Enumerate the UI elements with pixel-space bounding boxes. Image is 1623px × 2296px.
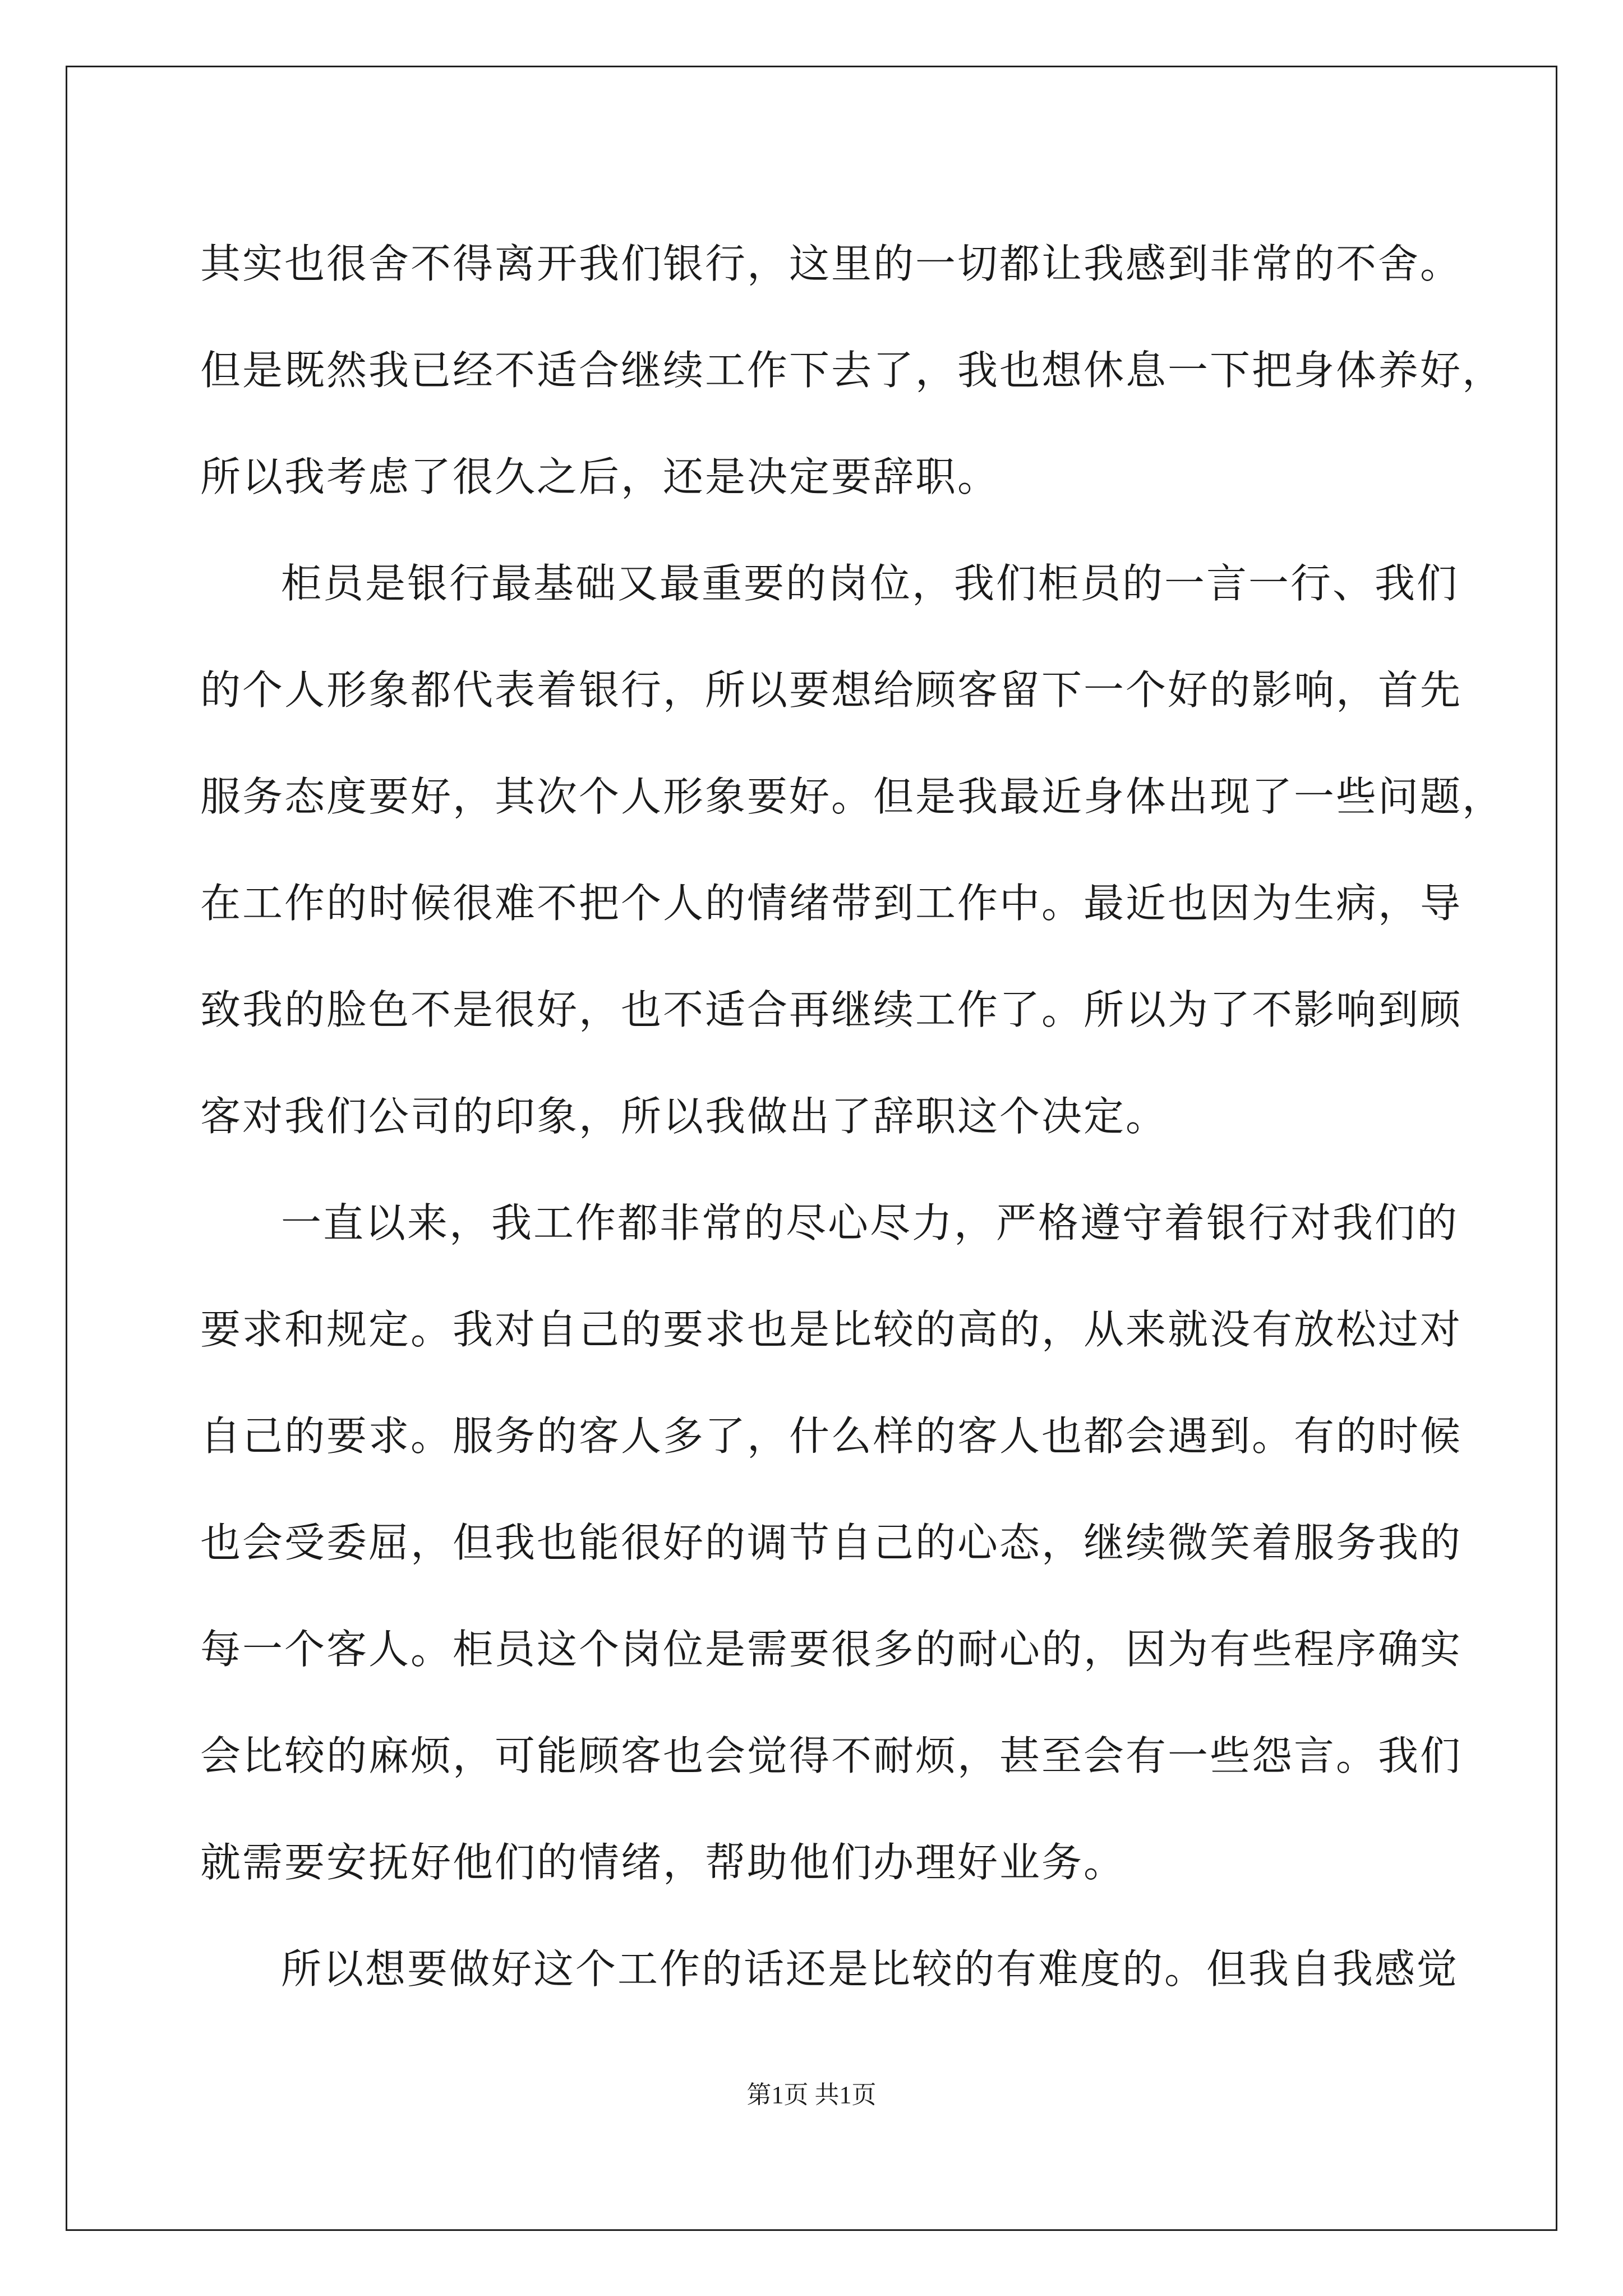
text-line: 的个人形象都代表着银行，所以要想给顾客留下一个好的影响，首先: [200, 666, 1463, 714]
text-line: 也会受委屈，但我也能很好的调节自己的心态，继续微笑着服务我的: [200, 1519, 1463, 1566]
text-line: 自己的要求。服务的客人多了，什么样的客人也都会遇到。有的时候: [200, 1412, 1463, 1460]
text-line: 致我的脸色不是很好，也不适合再继续工作了。所以为了不影响到顾: [200, 986, 1463, 1033]
text-line: 每一个客人。柜员这个岗位是需要很多的耐心的，因为有些程序确实: [200, 1626, 1463, 1673]
text-line: 但是既然我已经不适合继续工作下去了，我也想休息一下把身体养好，: [200, 347, 1505, 394]
text-line: 其实也很舍不得离开我们银行，这里的一切都让我感到非常的不舍。: [200, 240, 1463, 287]
text-line: 要求和规定。我对自己的要求也是比较的高的，从来就没有放松过对: [200, 1306, 1463, 1353]
document-body: [200, 210, 1505, 2022]
text-line: 就需要安抚好他们的情绪，帮助他们办理好业务。: [200, 1839, 1126, 1886]
text-line: 在工作的时候很难不把个人的情绪带到工作中。最近也因为生病，导: [200, 880, 1463, 927]
paragraph-first-line: 一直以来，我工作都非常的尽心尽力，严格遵守着银行对我们的: [281, 1199, 1459, 1246]
paragraph-first-line: 柜员是银行最基础又最重要的岗位，我们柜员的一言一行、我们: [281, 560, 1459, 607]
paragraph-first-line: 所以想要做好这个工作的话还是比较的有难度的。但我自我感觉: [281, 1945, 1459, 1993]
page-number-footer: 第1页 共1页: [746, 2081, 877, 2109]
text-line: 客对我们公司的印象，所以我做出了辞职这个决定。: [200, 1093, 1168, 1140]
text-line: 服务态度要好，其次个人形象要好。但是我最近身体出现了一些问题，: [200, 773, 1505, 820]
text-line: 所以我考虑了很久之后，还是决定要辞职。: [200, 453, 1000, 500]
text-line: 会比较的麻烦，可能顾客也会觉得不耐烦，甚至会有一些怨言。我们: [200, 1732, 1463, 1779]
